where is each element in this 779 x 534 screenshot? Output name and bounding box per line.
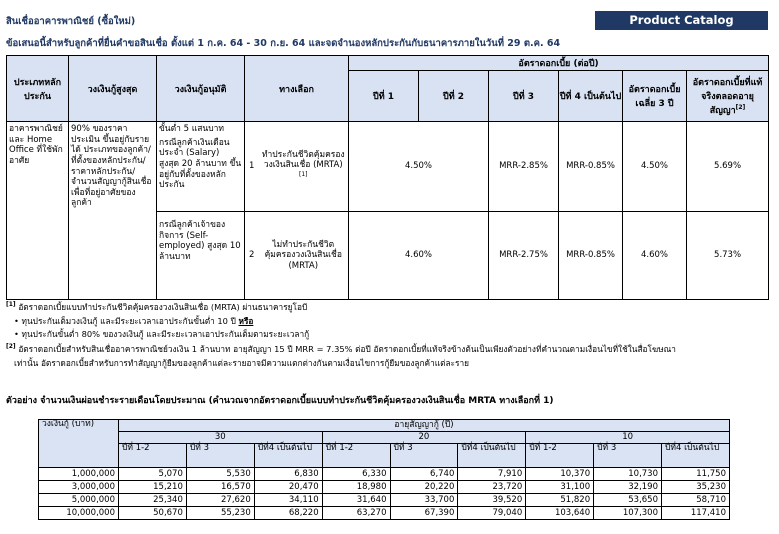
rate-year3: MRR-2.85% — [489, 122, 559, 212]
approval-self-cell — [157, 212, 245, 300]
option-number: 1 — [245, 122, 259, 212]
rate-avg: 4.50% — [623, 122, 687, 212]
installment-value: 103,640 — [526, 507, 594, 520]
installment-value: 6,830 — [254, 468, 322, 481]
installment-value: 27,620 — [186, 494, 254, 507]
installment-value: 10,730 — [594, 468, 662, 481]
header-term-10: 10 — [526, 432, 730, 444]
installment-value: 35,230 — [662, 481, 730, 494]
table-row — [39, 507, 730, 520]
rate-avg: 4.60% — [623, 212, 687, 300]
page-title: สินเชื่ออาคารพาณิชย์ (ซื้อใหม่) — [6, 16, 136, 27]
rate-year3: MRR-2.75% — [489, 212, 559, 300]
installment-value: 31,640 — [322, 494, 390, 507]
sub-year1-2: ปีที่ 1-2 — [526, 444, 594, 468]
header-year1: ปีที่ 1 — [349, 71, 419, 122]
rate-year4: MRR-0.85% — [559, 212, 623, 300]
installment-value: 63,270 — [322, 507, 390, 520]
installment-value: 55,230 — [186, 507, 254, 520]
product-catalog-badge: Product Catalog — [595, 11, 768, 30]
footnote-2-text: อัตราดอกเบี้ยสำหรับสินเชื่ออาคารพาณิชย์วงเงิน 1 ล้านบาท อายุสัญญา 15 ปี MRR = 7.35% ต่อปี อัตราดอกเบี้ยที่แท้จริงข้างต้นเป็นเพียงตัวอย่างที่คำนวณตามเงื่อนไขที่ใช้ในสื่อโฆษณา — [18, 343, 676, 354]
loan-amount: 1,000,000 — [39, 468, 119, 481]
loan-amount: 5,000,000 — [39, 494, 119, 507]
sub-year4: ปีที่4 เป็นต้นไป — [254, 444, 322, 468]
footnote-1-mark: [1] — [6, 301, 16, 308]
approval-self: กรณีลูกค้าเจ้าของกิจการ (Self-employed) สูงสุด 10 ล้านบาท — [159, 220, 241, 262]
installment-value: 117,410 — [662, 507, 730, 520]
header-loan: วงเงินกู้ (บาท) — [39, 420, 119, 468]
rate-effective: 5.73% — [687, 212, 769, 300]
installment-value: 11,750 — [662, 468, 730, 481]
header-year2: ปีที่ 2 — [419, 71, 489, 122]
footnote-1 — [6, 300, 766, 313]
approval-min: ขั้นต่ำ 5 แสนบาท — [159, 124, 224, 134]
header-collateral: ประเภทหลักประกัน — [7, 56, 69, 122]
sub-year1-2: ปีที่ 1-2 — [322, 444, 390, 468]
page-subtitle: ข้อเสนอนี้สำหรับลูกค้าที่ยื่นคำขอสินเชื่อ ตั้งแต่ 1 ก.ค. 64 - 30 ก.ย. 64 และจดจำนองหลักประกันกับธนาคารภายในวันที่ 29 ต.ค. 64 — [6, 38, 561, 49]
option-number: 2 — [245, 212, 259, 300]
installment-value: 15,210 — [119, 481, 187, 494]
sub-year3: ปีที่ 3 — [594, 444, 662, 468]
sub-year1-2: ปีที่ 1-2 — [119, 444, 187, 468]
header-rate-group: อัตราดอกเบี้ย (ต่อปี) — [349, 56, 769, 71]
option-label: ไม่ทำประกันชีวิตคุ้มครองวงเงินสินเชื่อ (MRTA) — [259, 212, 349, 300]
sub-year4: ปีที่4 เป็นต้นไป — [458, 444, 526, 468]
footnote-1-text: อัตราดอกเบี้ยแบบทำประกันชีวิตคุ้มครองวงเงินสินเชื่อ (MRTA) ผ่านธนาคารยูโอบี — [18, 301, 308, 312]
installment-value: 39,520 — [458, 494, 526, 507]
table-row — [39, 494, 730, 507]
bullet-2-text: ทุนประกันขั้นต่ำ 80% ของวงเงินกู้ และมีระยะเวลาเอาประกันเต็มตามระยะเวลากู้ — [21, 328, 310, 339]
installment-value: 50,670 — [119, 507, 187, 520]
installment-value: 68,220 — [254, 507, 322, 520]
installment-example-table — [38, 419, 730, 520]
footnote-2-continued: เท่านั้น อัตราดอกเบี้ยสำหรับการทำสัญญากู้ยืมของลูกค้าแต่ละรายอาจมีความแตกต่างกันตามเงื่อนไขการกู้ยืมของลูกค้าแต่ละราย — [14, 358, 469, 369]
max-loan-cell: 90% ของราคาประเมิน ขึ้นอยู่กับรายได้ ประเภทของลูกค้า/ที่ตั้งของหลักประกัน/ราคาหลักประกัน/จำนวนสัญญากู้สินเชื่อเพื่อที่อยู่อาศัยของลูกค้า — [69, 122, 157, 300]
installment-value: 67,390 — [390, 507, 458, 520]
header-avg3: อัตราดอกเบี้ยเฉลี่ย 3 ปี — [623, 71, 687, 122]
installment-value: 53,650 — [594, 494, 662, 507]
installment-value: 7,910 — [458, 468, 526, 481]
footnote-bullet-2: • ทุนประกันขั้นต่ำ 80% ของวงเงินกู้ และมีระยะเวลาเอาประกันเต็มตามระยะเวลากู้ — [14, 328, 310, 339]
footnotes — [6, 300, 766, 370]
sub-year4: ปีที่4 เป็นต้นไป — [662, 444, 730, 468]
header-year4: ปีที่ 4 เป็นต้นไป — [559, 71, 623, 122]
installment-value: 10,370 — [526, 468, 594, 481]
installment-value: 25,340 — [119, 494, 187, 507]
rate-effective: 5.69% — [687, 122, 769, 212]
installment-value: 20,220 — [390, 481, 458, 494]
installment-value: 5,070 — [119, 468, 187, 481]
loan-amount: 3,000,000 — [39, 481, 119, 494]
header-term-30: 30 — [119, 432, 323, 444]
footnote-bullet-1: • ทุนประกันเต็มวงเงินกู้ และมีระยะเวลาเอาประกันขั้นต่ำ 10 ปี หรือ — [14, 316, 254, 327]
header-effective-sup: [2] — [735, 104, 746, 111]
loan-amount: 10,000,000 — [39, 507, 119, 520]
installment-value: 107,300 — [594, 507, 662, 520]
header-effective-text: อัตราดอกเบี้ยที่แท้จริงตลอดอายุสัญญา — [692, 78, 763, 116]
installment-value: 33,700 — [390, 494, 458, 507]
installment-value: 32,190 — [594, 481, 662, 494]
collateral-cell: อาคารพาณิชย์ และ Home Office ที่ใช้พักอาศัย — [7, 122, 69, 300]
sub-year3: ปีที่ 3 — [390, 444, 458, 468]
footnote-2 — [6, 342, 766, 355]
bullet-1-or: หรือ — [238, 316, 254, 327]
interest-rate-table — [6, 55, 769, 300]
installment-value: 6,330 — [322, 468, 390, 481]
rate-year1-2: 4.50% — [349, 122, 489, 212]
installment-value: 58,710 — [662, 494, 730, 507]
bullet-1-text: ทุนประกันเต็มวงเงินกู้ และมีระยะเวลาเอาประกันขั้นต่ำ 10 ปี — [21, 316, 236, 327]
header-effective — [687, 71, 769, 122]
option-label — [259, 122, 349, 212]
sub-year3: ปีที่ 3 — [186, 444, 254, 468]
example-body — [39, 468, 730, 520]
approval-salary: กรณีลูกค้าเงินเดือนประจำ (Salary) สูงสุด 20 ล้านบาท ขึ้นอยู่กับที่ตั้งของหลักประกัน — [159, 137, 242, 191]
option-text: ทำประกันชีวิตคุ้มครองวงเงินสินเชื่อ (MRTA) — [261, 149, 345, 171]
header-year3: ปีที่ 3 — [489, 71, 559, 122]
example-title: ตัวอย่าง จำนวนเงินผ่อนชำระรายเดือนโดยประมาณ (คำนวณจากอัตราดอกเบี้ยแบบทำประกันชีวิตคุ้มครองวงเงินสินเชื่อ MRTA ทางเลือกที่ 1) — [6, 396, 554, 406]
installment-value: 23,720 — [458, 481, 526, 494]
installment-value: 6,740 — [390, 468, 458, 481]
installment-value: 79,040 — [458, 507, 526, 520]
header-approval: วงเงินกู้อนุมัติ — [157, 56, 245, 122]
installment-value: 16,570 — [186, 481, 254, 494]
header-option: ทางเลือก — [245, 56, 349, 122]
header-term-20: 20 — [322, 432, 526, 444]
table-row — [39, 468, 730, 481]
footnote-2-mark: [2] — [6, 343, 16, 351]
approval-salary-cell — [157, 122, 245, 212]
header-max-loan: วงเงินกู้สูงสุด — [69, 56, 157, 122]
table-row — [39, 481, 730, 494]
installment-value: 34,110 — [254, 494, 322, 507]
option-sup: [1] — [299, 170, 308, 178]
rate-year1-2: 4.60% — [349, 212, 489, 300]
installment-value: 18,980 — [322, 481, 390, 494]
installment-value: 5,530 — [186, 468, 254, 481]
rate-year4: MRR-0.85% — [559, 122, 623, 212]
installment-value: 31,100 — [526, 481, 594, 494]
installment-value: 51,820 — [526, 494, 594, 507]
header-term: อายุสัญญากู้ (ปี) — [119, 420, 730, 432]
installment-value: 20,470 — [254, 481, 322, 494]
